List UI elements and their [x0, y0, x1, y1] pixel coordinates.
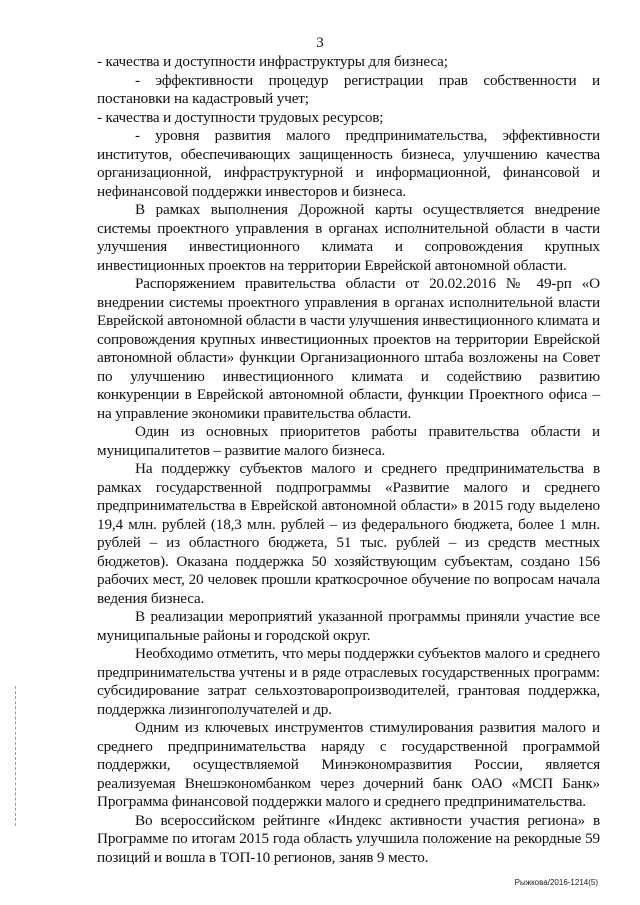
- scan-margin-mark: [15, 686, 16, 826]
- bullet-item-labor-resources: - качества и доступности трудовых ресурсов;: [97, 108, 384, 126]
- paragraph-sector-programs: Необходимо отметить, что меры поддержки субъектов малого и среднего предпринимательства учтены и в ряде отраслевых государственных программ: субсидирование затрат сельхозтоваропроизводителей, грантовая поддержка, поддержка лизингополучателей и др.: [97, 645, 600, 718]
- paragraph-priorities: Один из основных приоритетов работы правительства области и муниципалитетов – развитие малого бизнеса.: [97, 423, 600, 459]
- paragraph-decree: Распоряжением правительства области от 20.02.2016 № 49-рп «О внедрении системы проектного управления в органах исполнительной власти Еврейской автономной области в части улучшения инвестиционного климата и сопровождения крупных инвестиционных проектов на территории Еврейской автономной области» функции Организационного штаба возложены на Совет по улучшению инвестиционного климата и содействию развитию конкуренции в Еврейской автономной области, функции Проектного офиса – на управление экономики правительства области.: [97, 275, 600, 422]
- footer-reference: Рыжкова/2016-1214(5): [514, 878, 598, 887]
- paragraph-municipal-participation: В реализации мероприятий указанной программы приняли участие все муниципальные районы и городской округ.: [97, 608, 600, 644]
- bullet-item-infrastructure: - качества и доступности инфраструктуры для бизнеса;: [97, 53, 448, 70]
- paragraph-support-funding: На поддержку субъектов малого и среднего предпринимательства в рамках государственной подпрограммы «Развитие малого и среднего предпринимательства в Еврейской автономной области» в 2015 году выделено 19,4 млн. рублей (18,3 млн. рублей – из федерального бюджета, более 1 млн. рублей – из областного бюджета, 51 тыс. рублей – из средств местных бюджетов). Оказана поддержка 50 хозяйствующим субъектам, создано 156 рабочих мест, 20 человек прошли краткосрочное обучение по вопросам начала ведения бизнеса.: [97, 460, 600, 607]
- paragraph-msp-bank: Одним из ключевых инструментов стимулирования развития малого и среднего предпринимательства наряду с государственной программой поддержки, осуществляемой Минэкономразвития России, является реализуемая Внешэкономбанком через дочерний банк ОАО «МСП Банк» Программа финансовой поддержки малого и среднего предпринимательства.: [97, 719, 600, 810]
- paragraph-roadmap: В рамках выполнения Дорожной карты осуществляется внедрение системы проектного управления в органах исполнительной области в части улучшения инвестиционного климата и сопровождения крупных инвестиционных проектов на территории Еврейской автономной области.: [97, 201, 600, 274]
- document-body: [97, 53, 600, 867]
- page-number: 3: [316, 35, 324, 51]
- paragraph-rating: Во всероссийском рейтинге «Индекс активности участия региона» в Программе по итогам 2015 года область улучшила положение на рекордные 59 позиций и вошла в ТОП-10 регионов, заняв 9 место.: [97, 811, 600, 866]
- bullet-item-registration: - эффективности процедур регистрации прав собственности и постановки на кадастровый учет;: [97, 71, 600, 107]
- bullet-item-small-business: - уровня развития малого предпринимательства, эффективности институтов, обеспечивающих защищенность бизнеса, улучшению качества организационной, инфраструктурной и информационной, финансовой и нефинансовой поддержки инвесторов и бизнеса.: [97, 127, 600, 200]
